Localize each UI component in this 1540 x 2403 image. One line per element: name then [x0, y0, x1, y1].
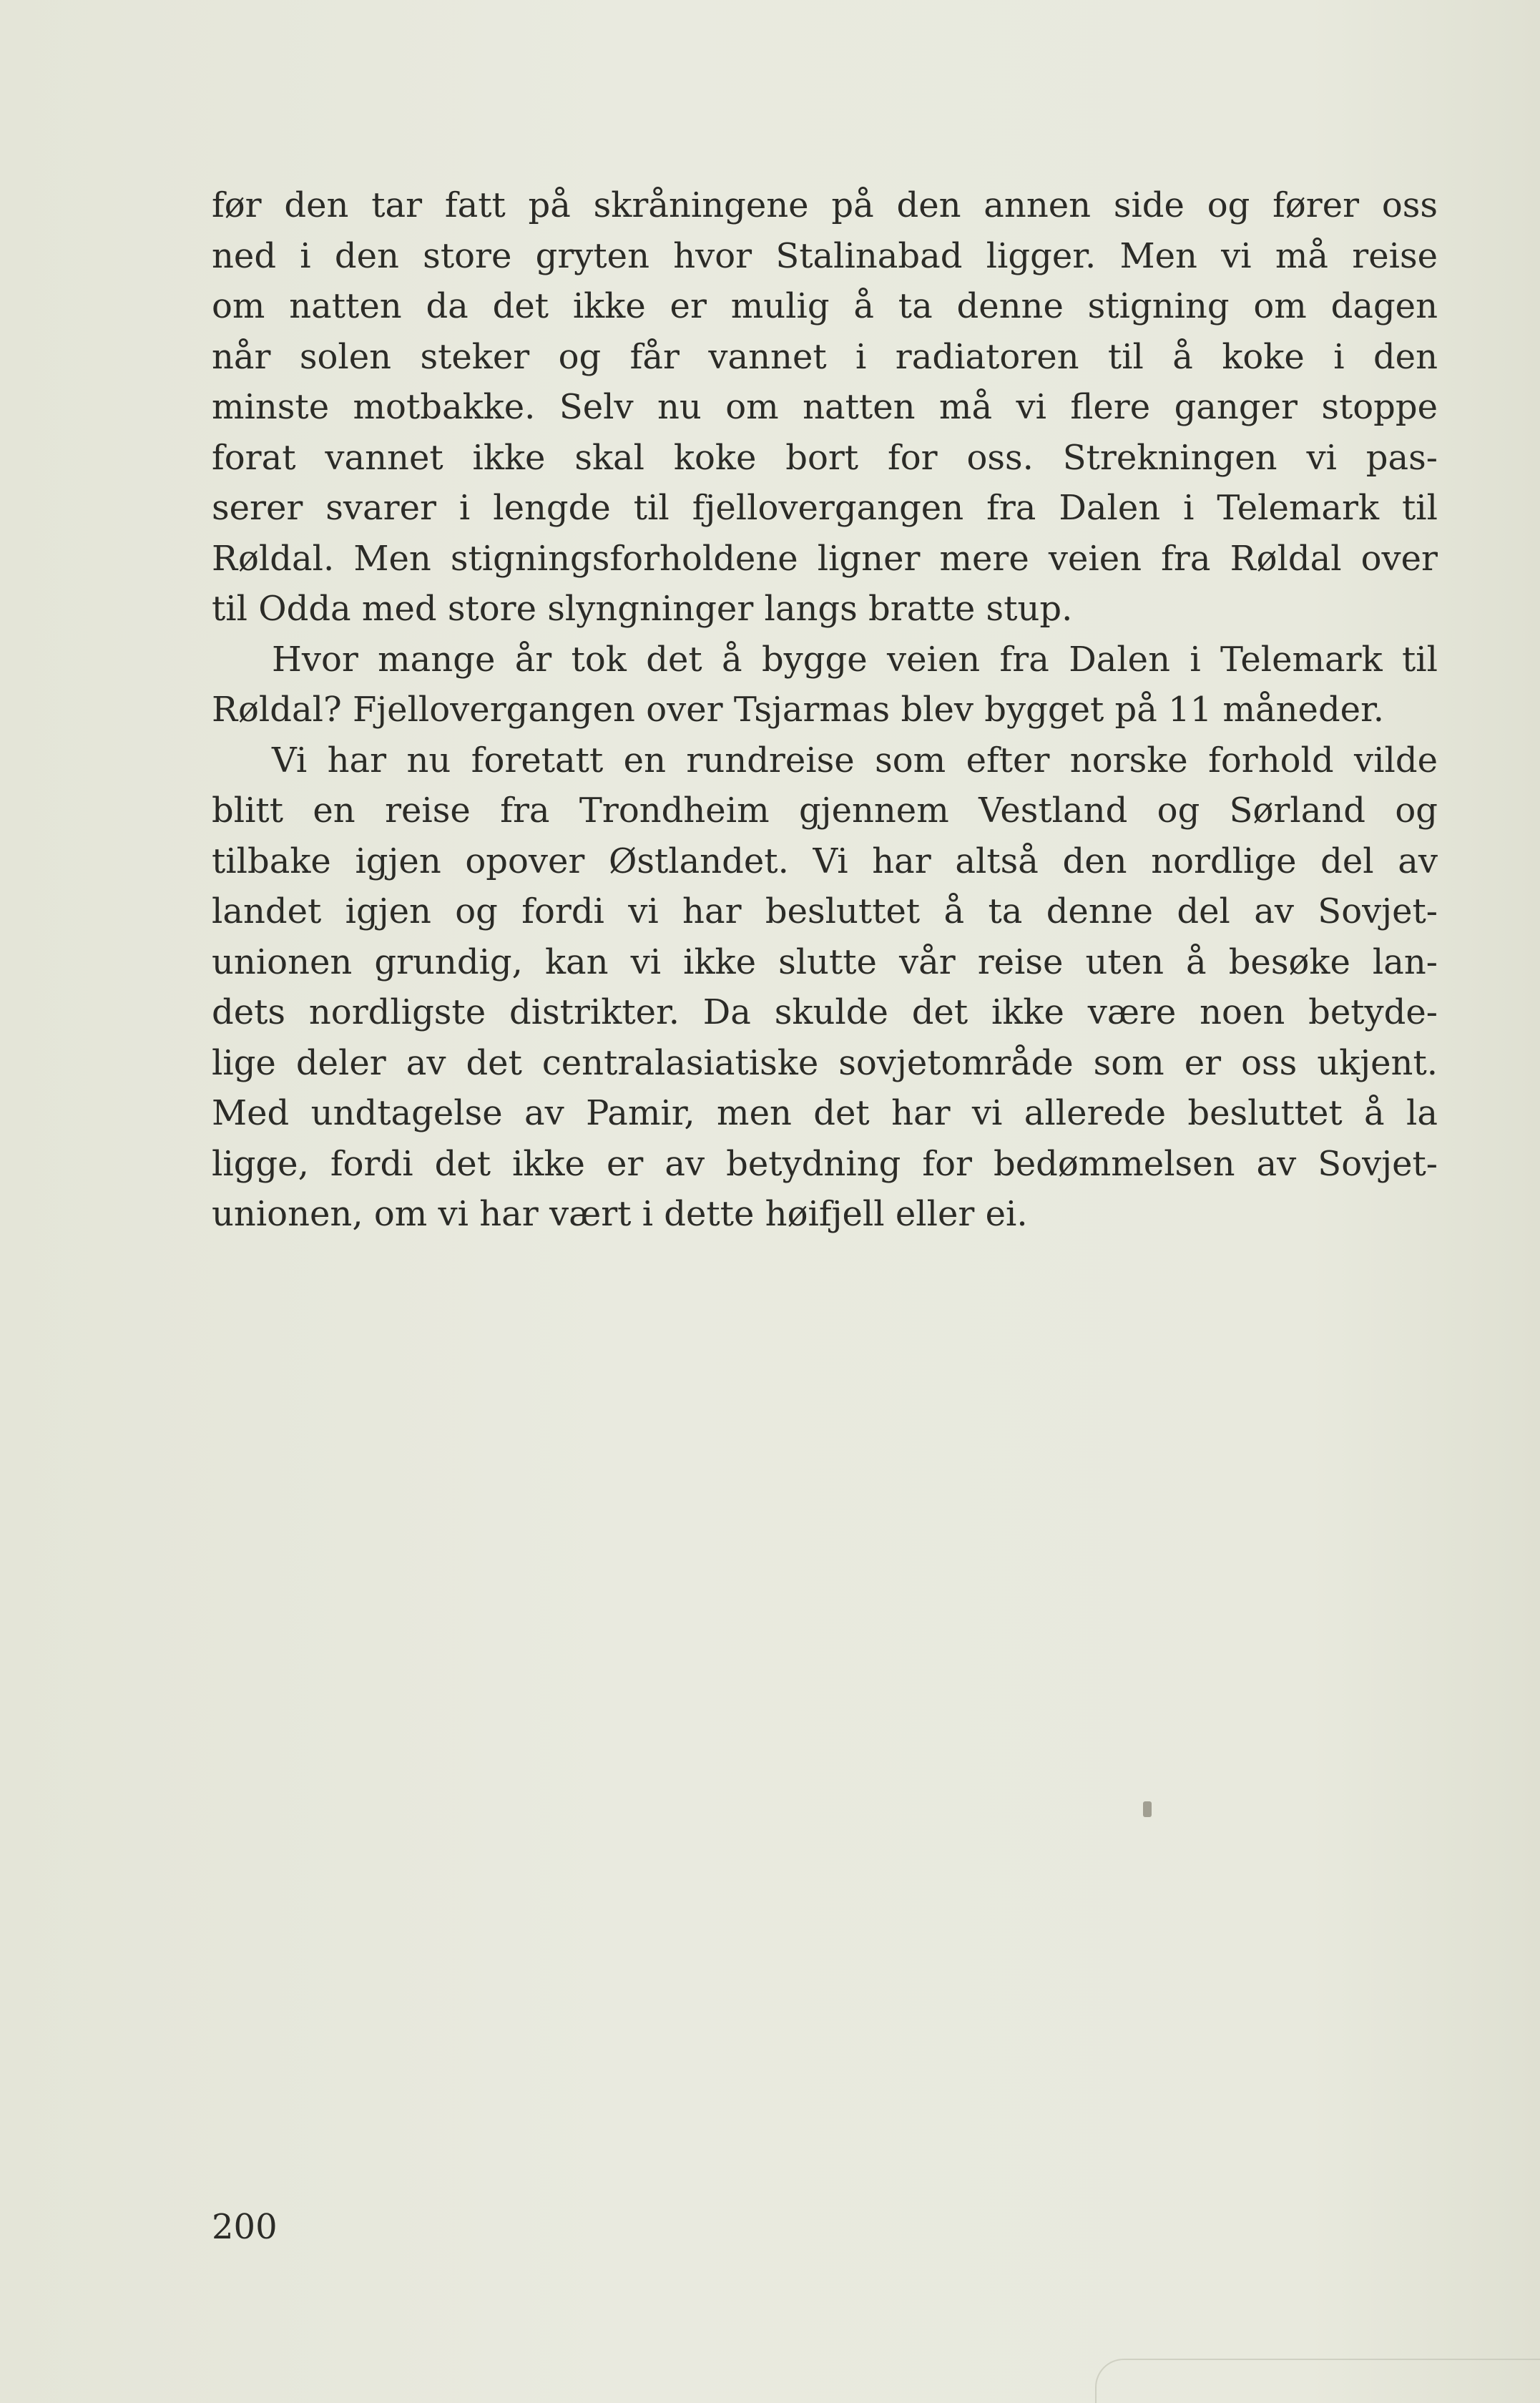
text-line: unionen grundig, kan vi ikke slutte vår reise uten å besøke lan- [212, 941, 1438, 982]
text-line: når solen steker og får vannet i radiatoren til å koke i den [212, 336, 1438, 377]
text-line: om natten da det ikke er mulig å ta denne stigning om dagen [212, 286, 1438, 326]
text-line: forat vannet ikke skal koke bort for oss. Strekningen vi pas- [212, 437, 1438, 478]
text-line: Hvor mange år tok det å bygge veien fra Dalen i Telemark til [272, 639, 1438, 680]
text-line: Med undtagelse av Pamir, men det har vi allerede besluttet å la [212, 1093, 1438, 1133]
text-line: ned i den store gryten hvor Stalinabad ligger. Men vi må reise [212, 235, 1438, 276]
text-line: minste motbakke. Selv nu om natten må vi flere ganger stoppe [212, 387, 1438, 427]
text-line: ligge, fordi det ikke er av betydning for bedømmelsen av Sovjet- [212, 1143, 1438, 1184]
page-corner-edge [1095, 2359, 1540, 2403]
text-line: før den tar fatt på skråningene på den annen side og fører oss [212, 185, 1438, 225]
text-line: Røldal? Fjellovergangen over Tsjarmas blev bygget på 11 måneder. [212, 690, 1385, 730]
page-number: 200 [212, 2207, 278, 2247]
text-line: til Odda med store slyngninger langs bratte stup. [212, 589, 1073, 629]
ink-speck [1143, 1801, 1152, 1817]
text-line: blitt en reise fra Trondheim gjennem Vestland og Sørland og [212, 791, 1438, 831]
body-text [212, 180, 1438, 1240]
text-line: Røldal. Men stigningsforholdene ligner mere veien fra Røldal over [212, 538, 1438, 579]
text-line: unionen, om vi har vært i dette høifjell eller ei. [212, 1194, 1028, 1234]
text-line: Vi har nu foretatt en rundreise som efter norske forhold vilde [272, 740, 1438, 780]
text-line: serer svarer i lengde til fjellovergangen fra Dalen i Telemark til [212, 488, 1438, 528]
text-line: lige deler av det centralasiatiske sovjetområde som er oss ukjent. [212, 1042, 1438, 1083]
text-line: dets nordligste distrikter. Da skulde det ikke være noen betyde- [212, 992, 1438, 1032]
text-line: landet igjen og fordi vi har besluttet å ta denne del av Sovjet- [212, 891, 1438, 931]
text-line: tilbake igjen opover Østlandet. Vi har altså den nordlige del av [212, 841, 1438, 881]
